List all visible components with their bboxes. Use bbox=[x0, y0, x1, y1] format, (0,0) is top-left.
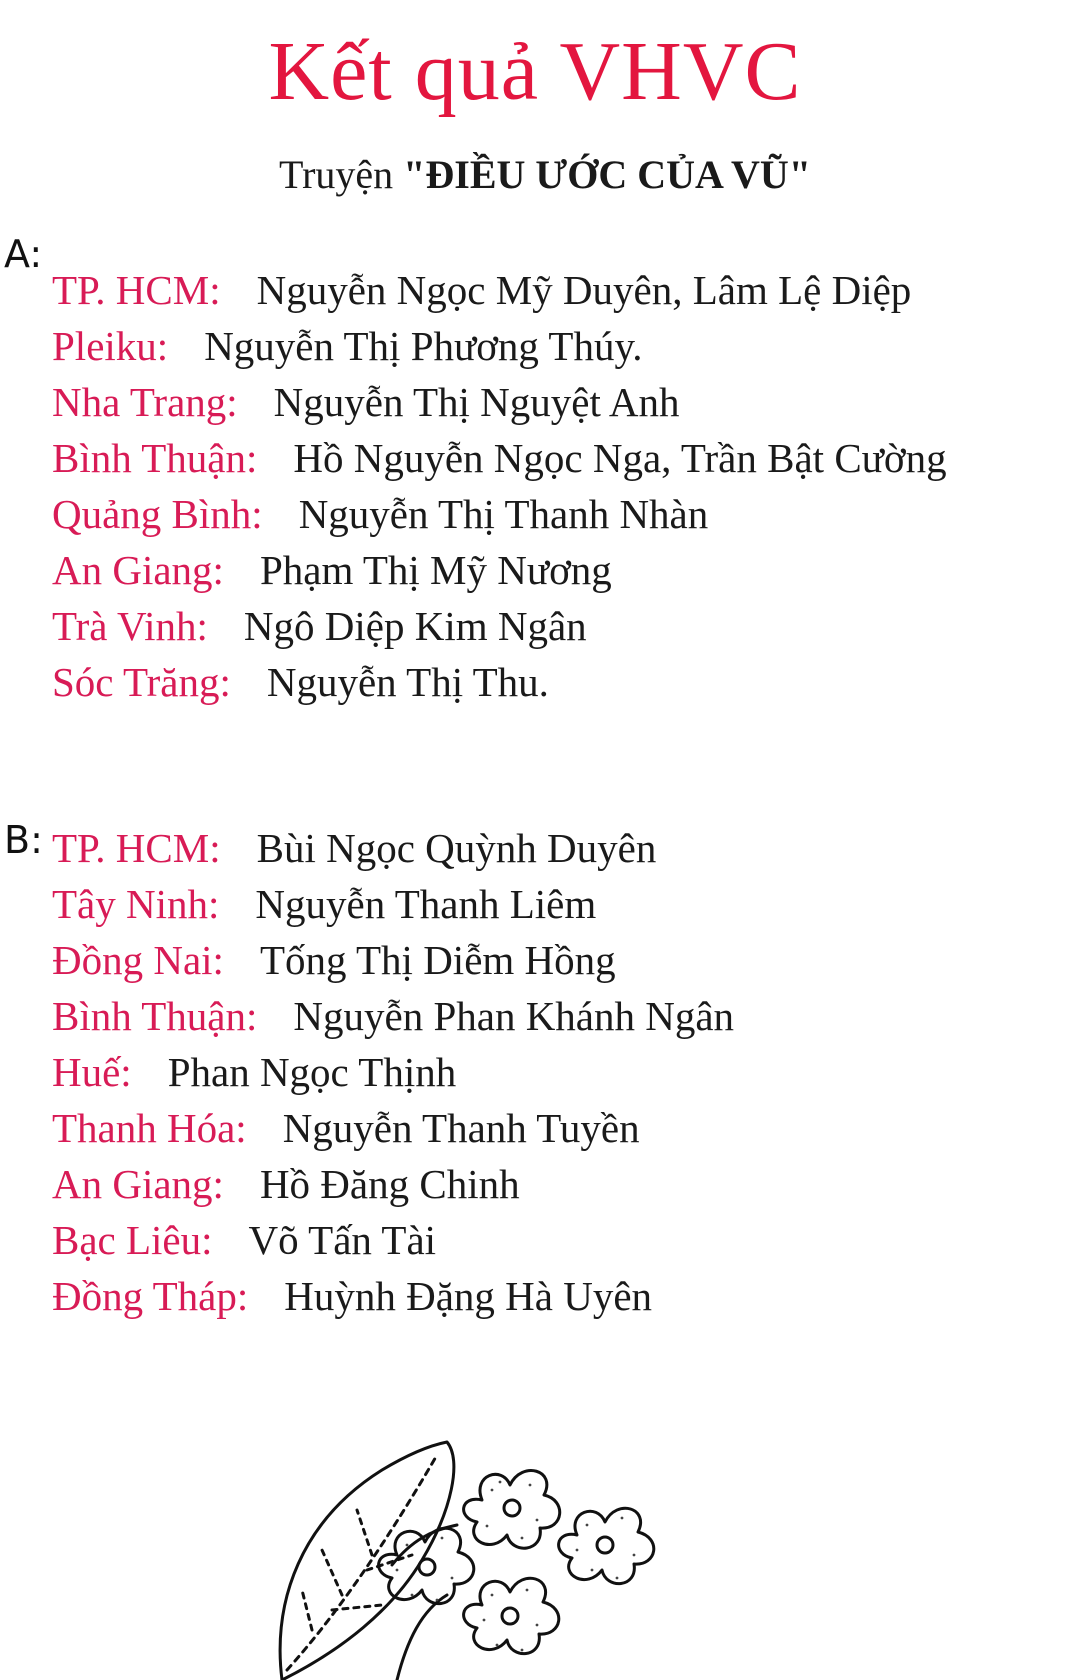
winner-names: Nguyễn Thị Thu. bbox=[266, 659, 549, 705]
winner-names: Nguyễn Thị Thanh Nhàn bbox=[298, 491, 709, 537]
list-item bbox=[52, 1156, 734, 1212]
list-item bbox=[52, 262, 947, 318]
region-label: TP. HCM: bbox=[52, 267, 221, 313]
list-item bbox=[52, 542, 947, 598]
list-item bbox=[52, 430, 947, 486]
winner-names: Bùi Ngọc Quỳnh Duyên bbox=[256, 825, 657, 871]
story-subtitle bbox=[0, 150, 1070, 200]
list-item bbox=[52, 1100, 734, 1156]
list-item bbox=[52, 598, 947, 654]
winner-names: Nguyễn Thanh Liêm bbox=[255, 881, 597, 927]
region-label: Bạc Liêu: bbox=[52, 1217, 213, 1263]
winner-names: Phạm Thị Mỹ Nương bbox=[259, 547, 612, 593]
region-label: Huế: bbox=[52, 1049, 132, 1095]
page-title: Kết quả VHVC bbox=[268, 25, 802, 118]
list-item bbox=[52, 486, 947, 542]
winner-names: Nguyễn Thị Nguyệt Anh bbox=[273, 379, 680, 425]
winner-names: Tống Thị Diễm Hồng bbox=[259, 937, 616, 983]
winner-names: Huỳnh Đặng Hà Uyên bbox=[284, 1273, 653, 1319]
region-label: Thanh Hóa: bbox=[52, 1105, 247, 1151]
group-a-list bbox=[52, 262, 947, 710]
winner-names: Nguyễn Thanh Tuyền bbox=[282, 1105, 640, 1151]
winner-names: Nguyễn Thị Phương Thúy. bbox=[204, 323, 643, 369]
region-label: An Giang: bbox=[52, 547, 224, 593]
list-item bbox=[52, 876, 734, 932]
winner-names: Võ Tấn Tài bbox=[248, 1217, 437, 1263]
list-item bbox=[52, 374, 947, 430]
list-item bbox=[52, 1268, 734, 1324]
region-label: Tây Ninh: bbox=[52, 881, 220, 927]
winner-names: Hồ Đăng Chinh bbox=[259, 1161, 520, 1207]
list-item bbox=[52, 1044, 734, 1100]
region-label: Trà Vinh: bbox=[52, 603, 208, 649]
list-item bbox=[52, 932, 734, 988]
group-b-list bbox=[52, 820, 734, 1324]
list-item bbox=[52, 318, 947, 374]
list-item bbox=[52, 654, 947, 710]
region-label: Bình Thuận: bbox=[52, 993, 258, 1039]
story-title: "ĐIỀU ƯỚC CỦA VŨ" bbox=[403, 152, 811, 197]
region-label: Bình Thuận: bbox=[52, 435, 258, 481]
region-label: TP. HCM: bbox=[52, 825, 221, 871]
winner-names: Hồ Nguyễn Ngọc Nga, Trần Bật Cường bbox=[293, 435, 947, 481]
list-item bbox=[52, 1212, 734, 1268]
region-label: Nha Trang: bbox=[52, 379, 238, 425]
region-label: An Giang: bbox=[52, 1161, 224, 1207]
winner-names: Phan Ngọc Thịnh bbox=[167, 1049, 457, 1095]
list-item bbox=[52, 820, 734, 876]
list-item bbox=[52, 988, 734, 1044]
region-label: Đồng Tháp: bbox=[52, 1273, 249, 1319]
winner-names: Nguyễn Ngọc Mỹ Duyên, Lâm Lệ Diệp bbox=[256, 267, 912, 313]
region-label: Sóc Trăng: bbox=[52, 659, 231, 705]
flower-drawing-icon bbox=[272, 1430, 702, 1680]
group-b-marker: B: bbox=[4, 818, 43, 862]
region-label: Đồng Nai: bbox=[52, 937, 224, 983]
winner-names: Ngô Diệp Kim Ngân bbox=[243, 603, 587, 649]
winner-names: Nguyễn Phan Khánh Ngân bbox=[293, 993, 735, 1039]
region-label: Quảng Bình: bbox=[52, 491, 263, 537]
subtitle-prefix: Truyện bbox=[279, 152, 394, 197]
region-label: Pleiku: bbox=[52, 323, 169, 369]
group-a-marker: A: bbox=[4, 232, 43, 276]
